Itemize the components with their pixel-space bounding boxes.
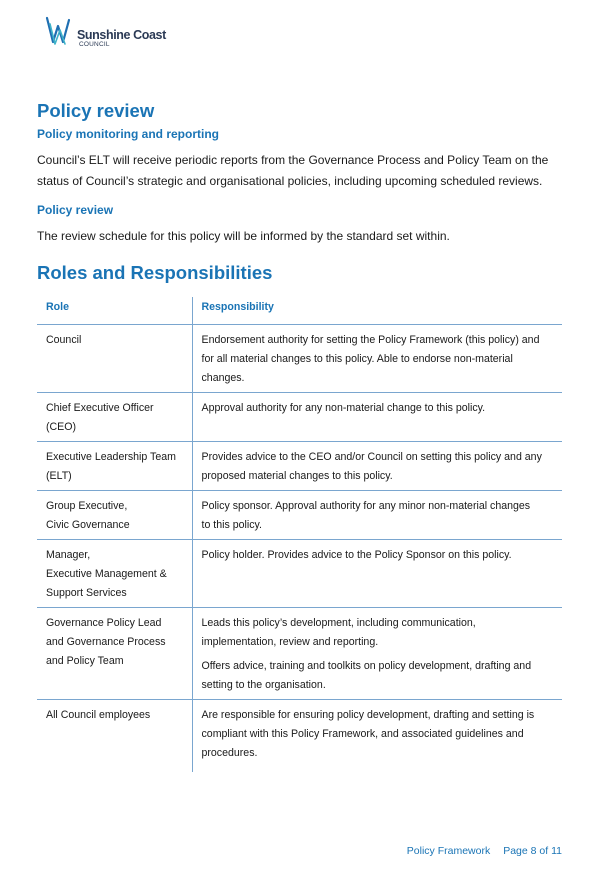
responsibility-line: changes. — [201, 372, 245, 384]
role-line: Group Executive, — [46, 500, 128, 512]
role-line: All Council employees — [46, 709, 151, 721]
responsibility-line: for all material changes to this policy. Able to endorse non-material — [201, 353, 513, 365]
table-row — [37, 442, 562, 491]
responsibility-line: Approval authority for any non-material change to this policy. — [201, 402, 486, 414]
responsibility-line: Policy holder. Provides advice to the Policy Sponsor on this policy. — [201, 549, 512, 561]
role-cell — [37, 393, 192, 442]
paragraph-review: The review schedule for this policy will be informed by the standard set within. — [37, 229, 450, 243]
responsibility-line: Policy sponsor. Approval authority for any minor non-material changes — [201, 500, 531, 512]
wave-logo-icon — [44, 14, 80, 50]
heading-roles: Roles and Responsibilities — [37, 262, 273, 283]
subheading-review: Policy review — [37, 203, 114, 217]
table-row — [37, 700, 562, 772]
responsibility-line: procedures. — [201, 747, 258, 759]
table-row — [37, 491, 562, 540]
responsibility-line: Are responsible for ensuring policy development, drafting and setting is — [201, 709, 535, 721]
table-header-row — [37, 297, 562, 325]
table-row — [37, 608, 562, 700]
responsibility-cell — [192, 325, 562, 393]
responsibility-line: Provides advice to the CEO and/or Council on setting this policy and any — [201, 451, 542, 463]
column-header-role: Role — [37, 297, 192, 325]
role-line: (ELT) — [46, 470, 72, 482]
responsibility-cell — [192, 608, 562, 700]
roles-table — [37, 297, 562, 772]
role-line: Governance Policy Lead — [46, 617, 162, 629]
role-cell — [37, 700, 192, 772]
council-logo — [44, 14, 184, 54]
responsibility-line: proposed material changes to this policy. — [201, 470, 393, 482]
logo-name: Sunshine Coast — [77, 28, 166, 42]
responsibility-cell — [192, 491, 562, 540]
role-cell — [37, 491, 192, 540]
role-line: and Policy Team — [46, 655, 124, 667]
footer-document-name: Policy Framework — [406, 845, 491, 857]
responsibility-cell — [192, 540, 562, 608]
responsibility-line: implementation, review and reporting. — [201, 636, 379, 648]
responsibility-line: Offers advice, training and toolkits on policy development, drafting and — [201, 660, 532, 672]
role-cell — [37, 325, 192, 393]
role-line: Executive Leadership Team — [46, 451, 176, 463]
heading-policy-review: Policy review — [37, 100, 155, 121]
responsibility-line: compliant with this Policy Framework, and associated guidelines and — [201, 728, 524, 740]
responsibility-line: setting to the organisation. — [201, 679, 326, 691]
role-line: (CEO) — [46, 421, 77, 433]
role-line: Council — [46, 334, 82, 346]
responsibility-cell — [192, 442, 562, 491]
responsibility-cell — [192, 700, 562, 772]
responsibility-line: Leads this policy’s development, including communication, — [201, 617, 476, 629]
subheading-monitoring: Policy monitoring and reporting — [37, 127, 220, 141]
role-line: and Governance Process — [46, 636, 166, 648]
responsibility-line: Endorsement authority for setting the Policy Framework (this policy) and — [201, 334, 540, 346]
role-cell — [37, 608, 192, 700]
responsibility-cell — [192, 393, 562, 442]
role-line: Chief Executive Officer — [46, 402, 154, 414]
responsibility-line: to this policy. — [201, 519, 262, 531]
column-header-responsibility: Responsibility — [192, 297, 562, 325]
role-line: Manager, — [46, 549, 91, 561]
role-line: Support Services — [46, 587, 127, 599]
footer-page-number: Page 8 of 11 — [503, 845, 562, 857]
role-line: Executive Management & — [46, 568, 167, 580]
paragraph-line: Council’s ELT will receive periodic reports from the Governance Process and Policy Team on the — [37, 153, 549, 167]
role-cell — [37, 442, 192, 491]
role-line: Civic Governance — [46, 519, 130, 531]
table-row — [37, 540, 562, 608]
logo-subtitle: COUNCIL — [79, 41, 110, 48]
table-row — [37, 325, 562, 393]
page-footer — [407, 845, 562, 857]
role-cell — [37, 540, 192, 608]
paragraph-line: status of Council’s strategic and organisational policies, including upcoming scheduled reviews. — [37, 174, 543, 188]
table-row — [37, 393, 562, 442]
paragraph-monitoring — [37, 150, 567, 192]
